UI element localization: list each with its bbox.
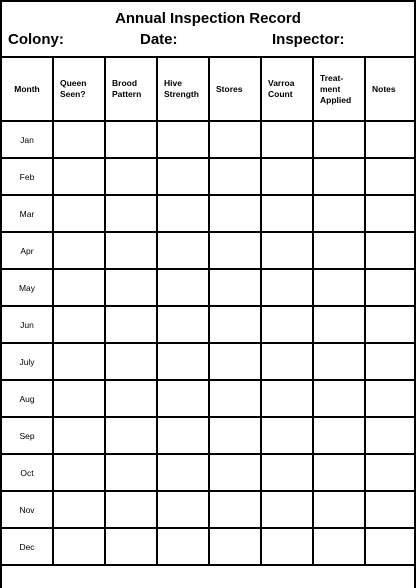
- entry-cell[interactable]: [261, 454, 313, 491]
- entry-cell[interactable]: [157, 417, 209, 454]
- entry-cell[interactable]: [53, 454, 105, 491]
- table-row: [1, 491, 416, 528]
- column-header-label: Notes: [372, 83, 396, 94]
- entry-cell[interactable]: [209, 528, 261, 565]
- entry-cell[interactable]: [313, 380, 365, 417]
- entry-cell[interactable]: [365, 417, 416, 454]
- entry-cell[interactable]: [157, 306, 209, 343]
- column-header-varroa-count: [261, 57, 313, 121]
- entry-cell[interactable]: [261, 121, 313, 158]
- entry-cell[interactable]: [365, 491, 416, 528]
- month-cell: Sep: [1, 417, 53, 454]
- column-header-label: Stores: [216, 83, 243, 94]
- colony-field-label: Colony:: [8, 31, 64, 48]
- entry-cell[interactable]: [157, 380, 209, 417]
- entry-cell[interactable]: [313, 417, 365, 454]
- table-body: [1, 121, 416, 565]
- table-row: [1, 121, 416, 158]
- column-header-label: Treat- ment Applied: [320, 72, 352, 105]
- entry-cell[interactable]: [365, 306, 416, 343]
- entry-cell[interactable]: [365, 269, 416, 306]
- inspector-field-label: Inspector:: [272, 31, 345, 48]
- table-header-row: [1, 57, 416, 121]
- entry-cell[interactable]: [157, 343, 209, 380]
- entry-cell[interactable]: [209, 417, 261, 454]
- entry-cell[interactable]: [53, 269, 105, 306]
- column-header-label: Brood Pattern: [112, 78, 142, 99]
- entry-cell[interactable]: [53, 158, 105, 195]
- entry-cell[interactable]: [209, 306, 261, 343]
- entry-cell[interactable]: [261, 232, 313, 269]
- entry-cell[interactable]: [365, 232, 416, 269]
- column-header-label: Month: [14, 83, 40, 94]
- entry-cell[interactable]: [53, 306, 105, 343]
- month-cell: Feb: [1, 158, 53, 195]
- entry-cell[interactable]: [105, 232, 157, 269]
- table-row: [1, 195, 416, 232]
- entry-cell[interactable]: [365, 454, 416, 491]
- entry-cell[interactable]: [157, 158, 209, 195]
- column-header-label: Queen Seen?: [60, 78, 87, 99]
- entry-cell[interactable]: [365, 195, 416, 232]
- entry-cell[interactable]: [53, 528, 105, 565]
- entry-cell[interactable]: [365, 121, 416, 158]
- entry-cell[interactable]: [313, 528, 365, 565]
- month-cell: May: [1, 269, 53, 306]
- month-cell: Oct: [1, 454, 53, 491]
- table-row: [1, 306, 416, 343]
- inspection-table: [0, 56, 416, 566]
- entry-cell[interactable]: [313, 343, 365, 380]
- entry-cell[interactable]: [313, 269, 365, 306]
- entry-cell[interactable]: [53, 380, 105, 417]
- table-row: [1, 232, 416, 269]
- entry-cell[interactable]: [53, 121, 105, 158]
- column-header-brood-pattern: [105, 57, 157, 121]
- entry-cell[interactable]: [209, 121, 261, 158]
- entry-cell[interactable]: [105, 269, 157, 306]
- entry-cell[interactable]: [157, 491, 209, 528]
- entry-cell[interactable]: [261, 306, 313, 343]
- entry-cell[interactable]: [313, 232, 365, 269]
- entry-cell[interactable]: [261, 491, 313, 528]
- entry-cell[interactable]: [261, 380, 313, 417]
- table-row: [1, 454, 416, 491]
- column-header-month: [1, 57, 53, 121]
- table-row: [1, 269, 416, 306]
- entry-cell[interactable]: [209, 380, 261, 417]
- column-header-queen-seen: [53, 57, 105, 121]
- entry-cell[interactable]: [261, 417, 313, 454]
- entry-cell[interactable]: [105, 528, 157, 565]
- column-header-notes: [365, 57, 416, 121]
- month-cell: Jan: [1, 121, 53, 158]
- entry-cell[interactable]: [53, 232, 105, 269]
- entry-cell[interactable]: [209, 343, 261, 380]
- entry-cell[interactable]: [261, 528, 313, 565]
- entry-cell[interactable]: [261, 158, 313, 195]
- entry-cell[interactable]: [261, 269, 313, 306]
- entry-cell[interactable]: [209, 269, 261, 306]
- entry-cell[interactable]: [53, 343, 105, 380]
- entry-cell[interactable]: [105, 121, 157, 158]
- month-cell: Jun: [1, 306, 53, 343]
- date-field-label: Date:: [140, 31, 178, 48]
- month-cell: Apr: [1, 232, 53, 269]
- entry-cell[interactable]: [313, 491, 365, 528]
- entry-cell[interactable]: [365, 528, 416, 565]
- month-cell: Aug: [1, 380, 53, 417]
- table-row: [1, 417, 416, 454]
- table-row: [1, 528, 416, 565]
- entry-cell[interactable]: [157, 528, 209, 565]
- entry-cell[interactable]: [365, 343, 416, 380]
- entry-cell[interactable]: [209, 491, 261, 528]
- entry-cell[interactable]: [157, 121, 209, 158]
- column-header-stores: [209, 57, 261, 121]
- entry-cell[interactable]: [105, 306, 157, 343]
- entry-cell[interactable]: [105, 417, 157, 454]
- column-header-treatment-applied: [313, 57, 365, 121]
- column-header-hive-strength: [157, 57, 209, 121]
- entry-cell[interactable]: [209, 454, 261, 491]
- month-cell: Dec: [1, 528, 53, 565]
- entry-cell[interactable]: [53, 417, 105, 454]
- entry-cell[interactable]: [209, 158, 261, 195]
- entry-cell[interactable]: [313, 454, 365, 491]
- entry-cell[interactable]: [105, 454, 157, 491]
- column-header-label: Varroa Count: [268, 78, 295, 99]
- entry-cell[interactable]: [261, 195, 313, 232]
- entry-cell[interactable]: [209, 195, 261, 232]
- entry-cell[interactable]: [313, 195, 365, 232]
- entry-cell[interactable]: [53, 491, 105, 528]
- entry-cell[interactable]: [365, 380, 416, 417]
- entry-cell[interactable]: [105, 491, 157, 528]
- entry-cell[interactable]: [157, 269, 209, 306]
- entry-cell[interactable]: [105, 158, 157, 195]
- table-row: [1, 343, 416, 380]
- entry-cell[interactable]: [105, 343, 157, 380]
- entry-cell[interactable]: [313, 121, 365, 158]
- entry-cell[interactable]: [105, 380, 157, 417]
- table-row: [1, 380, 416, 417]
- entry-cell[interactable]: [313, 158, 365, 195]
- entry-cell[interactable]: [157, 454, 209, 491]
- month-cell: July: [1, 343, 53, 380]
- entry-cell[interactable]: [209, 232, 261, 269]
- entry-cell[interactable]: [157, 195, 209, 232]
- month-cell: Mar: [1, 195, 53, 232]
- sheet-header: [2, 2, 414, 56]
- entry-cell[interactable]: [53, 195, 105, 232]
- page-title: Annual Inspection Record: [115, 10, 301, 27]
- entry-cell[interactable]: [105, 195, 157, 232]
- table-row: [1, 158, 416, 195]
- entry-cell[interactable]: [365, 158, 416, 195]
- column-header-label: Hive Strength: [164, 78, 199, 99]
- entry-cell[interactable]: [157, 232, 209, 269]
- month-cell: Nov: [1, 491, 53, 528]
- entry-cell[interactable]: [261, 343, 313, 380]
- entry-cell[interactable]: [313, 306, 365, 343]
